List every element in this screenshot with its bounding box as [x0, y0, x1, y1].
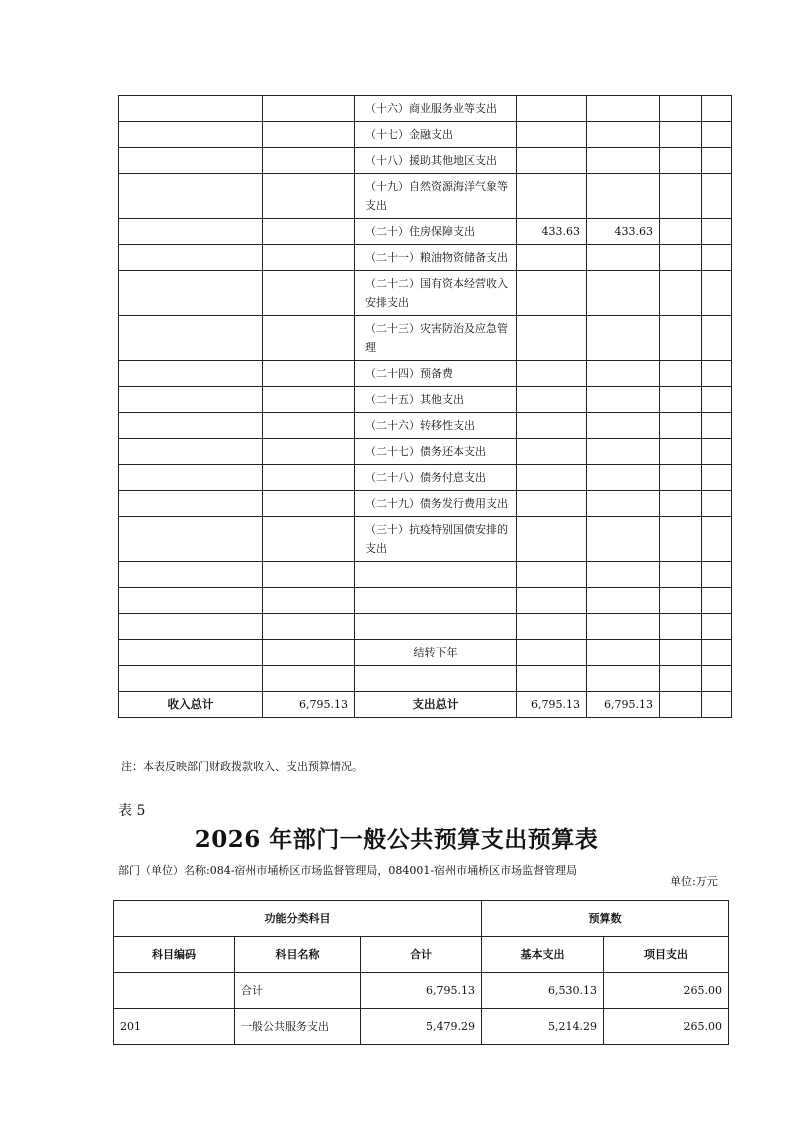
expense-total-cell: [517, 174, 587, 219]
subject-name: 合计: [235, 973, 361, 1009]
income-item-cell: [119, 122, 263, 148]
project-amount: 265.00: [604, 973, 729, 1009]
empty-cell: [587, 562, 660, 588]
header-code: 科目编码: [114, 937, 235, 973]
expense-other-cell: [660, 439, 702, 465]
expense-extra-cell: [702, 219, 732, 245]
empty-cell: [263, 588, 355, 614]
expense-total-cell: [517, 387, 587, 413]
table-row: [119, 562, 732, 588]
income-amount-cell: [263, 465, 355, 491]
expense-extra-cell: [702, 413, 732, 439]
expense-general-cell: [587, 271, 660, 316]
expense-extra-cell: [702, 148, 732, 174]
total-amount: 5,479.29: [361, 1009, 482, 1045]
table-row: [119, 640, 732, 666]
table-row: [114, 973, 729, 1009]
expense-general-cell: [587, 122, 660, 148]
expense-extra-cell: [702, 271, 732, 316]
carry-forward-label: 结转下年: [355, 640, 517, 666]
expense-other-cell: [660, 96, 702, 122]
empty-cell: [587, 666, 660, 692]
empty-cell: [263, 666, 355, 692]
expense-other-cell: [660, 174, 702, 219]
empty-cell: [517, 588, 587, 614]
income-item-cell: [119, 361, 263, 387]
table-row: [119, 122, 732, 148]
expense-general-cell: [587, 387, 660, 413]
empty-cell: [119, 666, 263, 692]
expense-extra-cell: [702, 517, 732, 562]
empty-cell: [355, 666, 517, 692]
total-expense-general: 6,795.13: [587, 692, 660, 718]
table-row: [119, 271, 732, 316]
table-row: [119, 96, 732, 122]
empty-cell: [702, 588, 732, 614]
empty-cell: [702, 666, 732, 692]
table-row: [119, 316, 732, 361]
header-basic: 基本支出: [482, 937, 604, 973]
expense-item-label: （二十一）粮油物资储备支出: [355, 245, 517, 271]
income-amount-cell: [263, 491, 355, 517]
expense-general-cell: [587, 439, 660, 465]
expense-general-cell: [587, 361, 660, 387]
expense-item-label: （二十）住房保障支出: [355, 219, 517, 245]
empty-cell: [660, 640, 702, 666]
income-item-cell: [119, 148, 263, 174]
table-row: [119, 361, 732, 387]
expense-general-cell: [587, 413, 660, 439]
empty-cell: [702, 640, 732, 666]
expense-other-cell: [660, 148, 702, 174]
table-row: [119, 491, 732, 517]
income-item-cell: [119, 316, 263, 361]
expense-item-label: （二十六）转移性支出: [355, 413, 517, 439]
income-amount-cell: [263, 271, 355, 316]
expense-general-cell: [587, 517, 660, 562]
subject-name: 一般公共服务支出: [235, 1009, 361, 1045]
expense-general-cell: [587, 465, 660, 491]
income-item-cell: [119, 271, 263, 316]
empty-cell: [517, 640, 587, 666]
expense-total-cell: [517, 465, 587, 491]
income-amount-cell: [263, 517, 355, 562]
income-amount-cell: [263, 174, 355, 219]
expense-other-cell: [660, 361, 702, 387]
total-expense-value: 6,795.13: [517, 692, 587, 718]
expense-item-label: （二十二）国有资本经营收入安排支出: [355, 271, 517, 316]
expense-item-label: （十九）自然资源海洋气象等支出: [355, 174, 517, 219]
total-amount: 6,795.13: [361, 973, 482, 1009]
page-title: 2026 年部门一般公共预算支出预算表: [194, 826, 599, 853]
expense-item-label: （十六）商业服务业等支出: [355, 96, 517, 122]
expense-extra-cell: [702, 361, 732, 387]
income-item-cell: [119, 245, 263, 271]
expense-general-cell: 433.63: [587, 219, 660, 245]
expense-general-cell: [587, 96, 660, 122]
expense-total-cell: [517, 96, 587, 122]
income-item-cell: [119, 219, 263, 245]
expense-other-cell: [660, 219, 702, 245]
expense-other-cell: [660, 387, 702, 413]
header-budget-amount: 预算数: [482, 901, 729, 937]
expense-extra-cell: [702, 174, 732, 219]
expense-total-cell: [517, 517, 587, 562]
expense-extra-cell: [702, 491, 732, 517]
income-item-cell: [119, 439, 263, 465]
expense-general-cell: [587, 491, 660, 517]
department-name: 部门（单位）名称:084-宿州市埇桥区市场监督管理局，084001-宿州市埇桥区市场监督管理局: [118, 864, 578, 877]
empty-cell: [119, 614, 263, 640]
expense-total-cell: [517, 439, 587, 465]
expense-other-cell: [660, 413, 702, 439]
expense-item-label: （二十五）其他支出: [355, 387, 517, 413]
empty-cell: [355, 588, 517, 614]
expense-item-label: （二十七）债务还本支出: [355, 439, 517, 465]
empty-cell: [517, 666, 587, 692]
table-row: [119, 465, 732, 491]
income-expense-table: [118, 95, 732, 718]
empty-cell: [660, 614, 702, 640]
table-row: [119, 666, 732, 692]
expense-general-cell: [587, 174, 660, 219]
table-row: [114, 1009, 729, 1045]
empty-cell: [702, 692, 732, 718]
income-amount-cell: [263, 387, 355, 413]
empty-cell: [119, 588, 263, 614]
table-number: 表 5: [118, 803, 146, 819]
empty-cell: [119, 640, 263, 666]
empty-cell: [355, 614, 517, 640]
header-name: 科目名称: [235, 937, 361, 973]
income-amount-cell: [263, 96, 355, 122]
income-item-cell: [119, 387, 263, 413]
expense-total-cell: [517, 491, 587, 517]
table-row: [119, 413, 732, 439]
expense-item-label: （二十四）预备费: [355, 361, 517, 387]
empty-cell: [119, 562, 263, 588]
basic-amount: 5,214.29: [482, 1009, 604, 1045]
expense-item-label: （二十八）债务付息支出: [355, 465, 517, 491]
expense-other-cell: [660, 122, 702, 148]
table-row: [119, 219, 732, 245]
expense-general-cell: [587, 245, 660, 271]
expense-other-cell: [660, 245, 702, 271]
expense-general-cell: [587, 148, 660, 174]
expense-extra-cell: [702, 387, 732, 413]
expense-other-cell: [660, 271, 702, 316]
income-amount-cell: [263, 122, 355, 148]
income-amount-cell: [263, 361, 355, 387]
expense-total-cell: [517, 122, 587, 148]
table-row: [119, 387, 732, 413]
total-row: [119, 692, 732, 718]
expense-total-cell: [517, 148, 587, 174]
income-amount-cell: [263, 219, 355, 245]
income-item-cell: [119, 491, 263, 517]
income-item-cell: [119, 96, 263, 122]
income-amount-cell: [263, 316, 355, 361]
income-amount-cell: [263, 245, 355, 271]
expense-extra-cell: [702, 465, 732, 491]
empty-cell: [702, 562, 732, 588]
income-amount-cell: [263, 439, 355, 465]
empty-cell: [263, 640, 355, 666]
expense-other-cell: [660, 517, 702, 562]
income-amount-cell: [263, 413, 355, 439]
table-row: [119, 148, 732, 174]
table-note: 注：本表反映部门财政拨款收入、支出预算情况。: [121, 760, 363, 773]
expense-total-cell: [517, 245, 587, 271]
expense-total-cell: [517, 316, 587, 361]
empty-cell: [702, 614, 732, 640]
empty-cell: [587, 640, 660, 666]
expense-other-cell: [660, 491, 702, 517]
table-row: [119, 614, 732, 640]
expense-item-label: （二十九）债务发行费用支出: [355, 491, 517, 517]
expense-total-cell: [517, 361, 587, 387]
table-row: [119, 439, 732, 465]
unit-label: 单位:万元: [670, 875, 718, 888]
total-income-value: 6,795.13: [263, 692, 355, 718]
expense-extra-cell: [702, 245, 732, 271]
income-amount-cell: [263, 148, 355, 174]
expense-item-label: （十八）援助其他地区支出: [355, 148, 517, 174]
subject-code: [114, 973, 235, 1009]
empty-cell: [660, 562, 702, 588]
expense-item-label: （二十三）灾害防治及应急管理: [355, 316, 517, 361]
expense-extra-cell: [702, 316, 732, 361]
total-expense-label: 支出总计: [355, 692, 517, 718]
empty-cell: [263, 614, 355, 640]
expense-extra-cell: [702, 122, 732, 148]
expense-total-cell: [517, 413, 587, 439]
expense-other-cell: [660, 316, 702, 361]
table-row: [119, 588, 732, 614]
empty-cell: [517, 614, 587, 640]
header-project: 项目支出: [604, 937, 729, 973]
header-function-category: 功能分类科目: [114, 901, 482, 937]
empty-cell: [517, 562, 587, 588]
table-row: [119, 245, 732, 271]
empty-cell: [587, 588, 660, 614]
empty-cell: [355, 562, 517, 588]
empty-cell: [660, 666, 702, 692]
empty-cell: [263, 562, 355, 588]
expense-extra-cell: [702, 439, 732, 465]
empty-cell: [660, 588, 702, 614]
expense-other-cell: [660, 465, 702, 491]
header-total: 合计: [361, 937, 482, 973]
expense-general-cell: [587, 316, 660, 361]
table-row: [119, 517, 732, 562]
expense-total-cell: [517, 271, 587, 316]
basic-amount: 6,530.13: [482, 973, 604, 1009]
income-item-cell: [119, 174, 263, 219]
income-item-cell: [119, 465, 263, 491]
income-item-cell: [119, 413, 263, 439]
empty-cell: [660, 692, 702, 718]
expense-extra-cell: [702, 96, 732, 122]
subject-code: 201: [114, 1009, 235, 1045]
table-row: [119, 174, 732, 219]
empty-cell: [587, 614, 660, 640]
project-amount: 265.00: [604, 1009, 729, 1045]
general-budget-expense-table: [113, 900, 729, 1045]
expense-item-label: （十七）金融支出: [355, 122, 517, 148]
expense-total-cell: 433.63: [517, 219, 587, 245]
income-item-cell: [119, 517, 263, 562]
expense-item-label: （三十）抗疫特别国债安排的支出: [355, 517, 517, 562]
total-income-label: 收入总计: [119, 692, 263, 718]
